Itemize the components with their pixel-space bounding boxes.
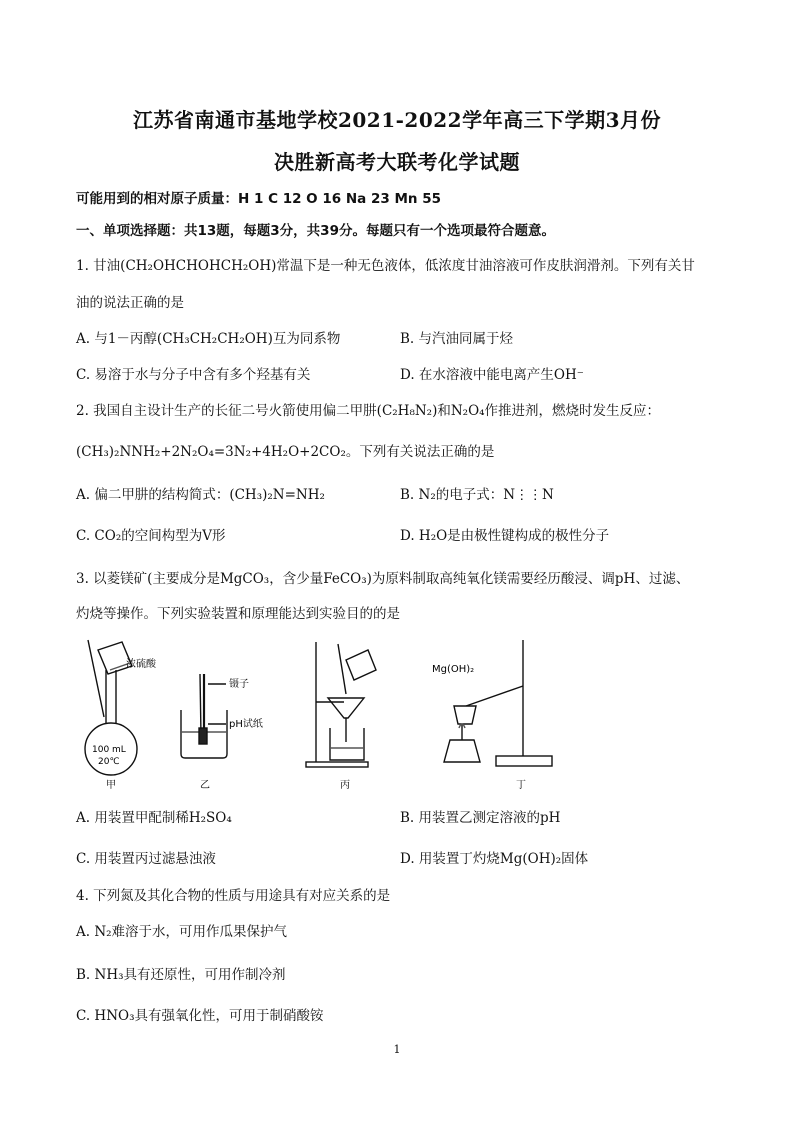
q3-stem-line1: 3. 以菱镁矿(主要成分是MgCO₃，含少量FeCO₃)为原料制取高纯氧化镁需要经历酸浸、调pH、过滤、 <box>76 571 690 587</box>
q4-option-a: A. N₂难溶于水，可用作瓜果保护气 <box>76 924 288 940</box>
q4-stem: 4. 下列氮及其化合物的性质与用途具有对应关系的是 <box>76 888 391 904</box>
q1-option-d: D. 在水溶液中能电离产生OH⁻ <box>400 367 584 383</box>
q1-option-a: A. 与1－丙醇(CH₃CH₂CH₂OH)互为同系物 <box>76 331 341 347</box>
label-flask: 100 mL <box>92 745 126 755</box>
q2-stem-line1: 2. 我国自主设计生产的长征二号火箭使用偏二甲肼(C₂H₈N₂)和N₂O₄作推进剂，燃烧时发生反应： <box>76 403 661 419</box>
q2-option-a: A. 偏二甲肼的结构简式：(CH₃)₂N=NH₂ <box>76 487 325 503</box>
atomic-masses: 可能用到的相对原子质量：H 1 C 12 O 16 Na 23 Mn 55 <box>76 191 441 207</box>
fig-label-jia: 甲 <box>106 780 116 791</box>
label-conc-acid: 浓硫酸 <box>126 659 156 670</box>
q1-option-c: C. 易溶于水与分子中含有多个羟基有关 <box>76 367 311 383</box>
q1-stem-line1: 1. 甘油(CH₂OHCHOHCH₂OH)常温下是一种无色液体，低浓度甘油溶液可作皮肤润滑剂。下列有关甘 <box>76 258 695 274</box>
q3-option-c: C. 用装置丙过滤悬浊液 <box>76 851 216 867</box>
section-heading: 一、单项选择题：共13题，每题3分，共39分。每题只有一个选项最符合题意。 <box>76 223 555 239</box>
label-tweezers: 镊子 <box>229 679 249 690</box>
exam-title: 江苏省南通市基地学校2021-2022学年高三下学期3月份 <box>132 108 662 132</box>
fig-label-yi: 乙 <box>200 780 210 791</box>
fig-label-bing: 丙 <box>340 780 350 791</box>
fig-label-ding: 丁 <box>516 780 526 791</box>
q2-stem-line2: (CH₃)₂NNH₂+2N₂O₄=3N₂+4H₂O+2CO₂。下列有关说法正确的是 <box>76 444 495 460</box>
apparatus-figure <box>76 632 576 792</box>
exam-subtitle: 决胜新高考大联考化学试题 <box>274 150 520 174</box>
label-ph-paper: pH试纸 <box>229 719 263 730</box>
q2-option-c: C. CO₂的空间构型为V形 <box>76 528 226 544</box>
label-mgoh2: Mg(OH)₂ <box>432 664 475 675</box>
apparatus-yi <box>181 674 227 758</box>
q1-stem-line2: 油的说法正确的是 <box>76 295 184 311</box>
q3-stem-line2: 灼烧等操作。下列实验装置和原理能达到实验目的的是 <box>76 606 400 622</box>
q2-option-d: D. H₂O是由极性键构成的极性分子 <box>400 528 610 544</box>
apparatus-ding <box>444 640 552 766</box>
q4-option-c: C. HNO₃具有强氧化性，可用于制硝酸铵 <box>76 1008 324 1024</box>
q2-option-b: B. N₂的电子式：N⋮⋮N <box>400 487 554 503</box>
q4-option-b: B. NH₃具有还原性，可用作制冷剂 <box>76 967 286 983</box>
label-temp: 20℃ <box>98 757 120 767</box>
q1-option-b: B. 与汽油同属于烃 <box>400 331 514 347</box>
apparatus-bing <box>306 642 376 767</box>
q3-option-d: D. 用装置丁灼烧Mg(OH)₂固体 <box>400 851 589 867</box>
page-number: 1 <box>393 1043 401 1056</box>
q3-option-b: B. 用装置乙测定溶液的pH <box>400 810 561 826</box>
q3-option-a: A. 用装置甲配制稀H₂SO₄ <box>76 810 232 826</box>
